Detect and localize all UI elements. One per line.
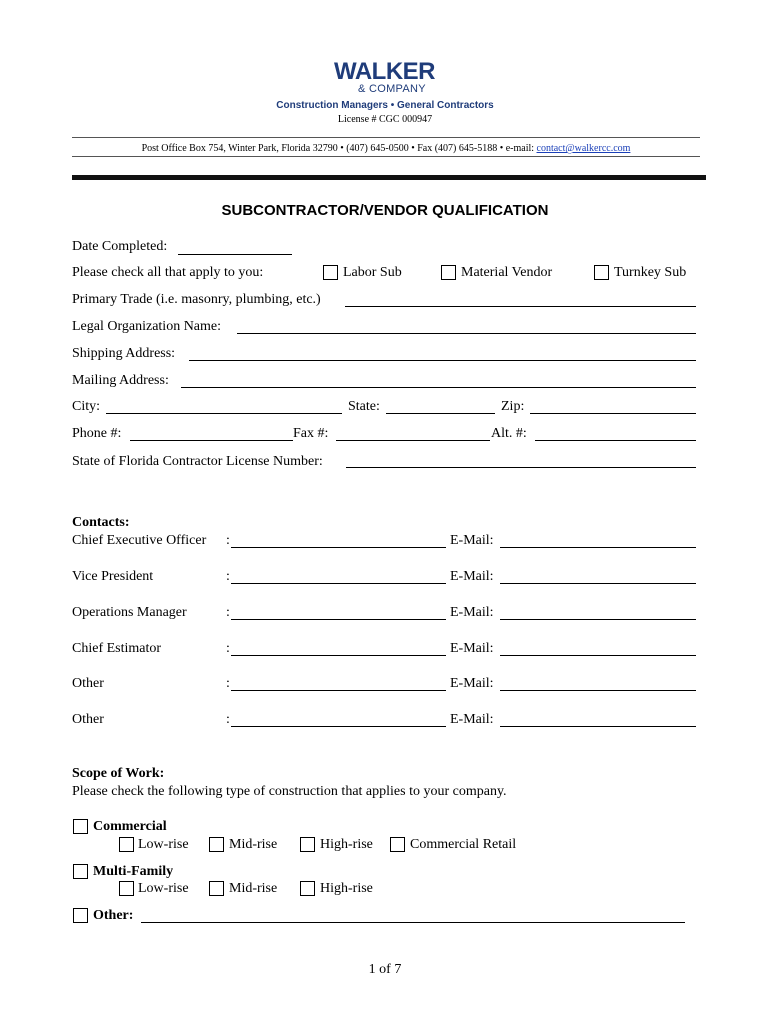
address-text: Post Office Box 754, Winter Park, Florida 32790 • (407) 645-0500 • Fax (407) 645-5188 • e-mail: (141, 143, 537, 154)
email-label: E-Mail: (450, 569, 494, 584)
multifamily-checkbox[interactable] (73, 864, 88, 879)
ceo-name-field[interactable] (231, 547, 446, 548)
email-link[interactable]: contact@walkercc.com (536, 143, 631, 154)
commercial-midrise-label: Mid-rise (229, 837, 278, 852)
page-number: 1 of 7 (368, 962, 402, 977)
shipping-address-field[interactable] (189, 360, 696, 361)
legal-org-field[interactable] (237, 333, 696, 334)
turnkey-sub-label: Turnkey Sub (614, 265, 687, 280)
multifamily-label: Multi-Family (93, 864, 174, 879)
commercial-retail-checkbox[interactable] (390, 837, 405, 852)
other-1-name-field[interactable] (231, 690, 446, 691)
state-label: State: (348, 399, 380, 414)
date-completed-field[interactable] (178, 254, 292, 255)
email-label: E-Mail: (450, 605, 494, 620)
phone-label: Phone #: (72, 426, 122, 441)
contact-role-ceo: Chief Executive Officer (72, 533, 207, 548)
company-logo-company: & COMPANY (358, 83, 426, 95)
commercial-lowrise-checkbox[interactable] (119, 837, 134, 852)
zip-field[interactable] (530, 413, 696, 414)
ops-manager-name-field[interactable] (231, 619, 446, 620)
labor-sub-label: Labor Sub (343, 265, 402, 280)
other-2-email-field[interactable] (500, 726, 696, 727)
email-label: E-Mail: (450, 641, 494, 656)
contact-colon: : (226, 712, 230, 727)
commercial-retail-label: Commercial Retail (410, 837, 517, 852)
contact-colon: : (226, 676, 230, 691)
email-label: E-Mail: (450, 533, 494, 548)
contact-colon: : (226, 641, 230, 656)
contacts-heading: Contacts: (72, 515, 130, 530)
fl-license-field[interactable] (346, 467, 696, 468)
shipping-address-label: Shipping Address: (72, 346, 176, 361)
material-vendor-checkbox[interactable] (441, 265, 456, 280)
city-label: City: (72, 399, 101, 414)
mailing-address-label: Mailing Address: (72, 373, 169, 388)
scope-instruction: Please check the following type of construction that applies to your company. (72, 784, 507, 799)
commercial-highrise-label: High-rise (320, 837, 373, 852)
company-tagline: Construction Managers • General Contractors (276, 100, 494, 111)
multifamily-lowrise-checkbox[interactable] (119, 881, 134, 896)
multifamily-highrise-checkbox[interactable] (300, 881, 315, 896)
contact-role-other-1: Other (72, 676, 104, 691)
commercial-midrise-checkbox[interactable] (209, 837, 224, 852)
multifamily-lowrise-label: Low-rise (138, 881, 189, 896)
fax-field[interactable] (336, 440, 490, 441)
state-field[interactable] (386, 413, 495, 414)
zip-label: Zip: (501, 399, 525, 414)
other-scope-checkbox[interactable] (73, 908, 88, 923)
license-number: License # CGC 000947 (337, 114, 433, 125)
mailing-address-field[interactable] (181, 387, 696, 388)
email-label: E-Mail: (450, 676, 494, 691)
contact-colon: : (226, 605, 230, 620)
ops-manager-email-field[interactable] (500, 619, 696, 620)
vp-email-field[interactable] (500, 583, 696, 584)
header-divider-bottom (72, 156, 700, 157)
fax-label: Fax #: (293, 426, 329, 441)
form-title: SUBCONTRACTOR/VENDOR QUALIFICATION (221, 202, 549, 219)
other-scope-label: Other: (93, 908, 134, 923)
contact-role-other-2: Other (72, 712, 104, 727)
multifamily-midrise-checkbox[interactable] (209, 881, 224, 896)
labor-sub-checkbox[interactable] (323, 265, 338, 280)
other-1-email-field[interactable] (500, 690, 696, 691)
commercial-highrise-checkbox[interactable] (300, 837, 315, 852)
commercial-checkbox[interactable] (73, 819, 88, 834)
primary-trade-field[interactable] (345, 306, 696, 307)
other-scope-field[interactable] (141, 922, 685, 923)
vp-name-field[interactable] (231, 583, 446, 584)
ceo-email-field[interactable] (500, 547, 696, 548)
contact-address-line (72, 143, 700, 154)
company-logo-walker: WALKER (334, 58, 435, 85)
material-vendor-label: Material Vendor (461, 265, 553, 280)
contact-colon: : (226, 569, 230, 584)
multifamily-midrise-label: Mid-rise (229, 881, 278, 896)
date-completed-label: Date Completed: (72, 239, 168, 254)
commercial-label: Commercial (93, 819, 167, 834)
email-label: E-Mail: (450, 712, 494, 727)
phone-field[interactable] (130, 440, 293, 441)
alt-phone-label: Alt. #: (491, 426, 527, 441)
turnkey-sub-checkbox[interactable] (594, 265, 609, 280)
header-thick-rule (72, 175, 706, 180)
chief-estimator-email-field[interactable] (500, 655, 696, 656)
alt-phone-field[interactable] (535, 440, 696, 441)
check-prompt: Please check all that apply to you: (72, 265, 264, 280)
contact-colon: : (226, 533, 230, 548)
legal-org-label: Legal Organization Name: (72, 319, 222, 334)
scope-heading: Scope of Work: (72, 766, 165, 781)
chief-estimator-name-field[interactable] (231, 655, 446, 656)
other-2-name-field[interactable] (231, 726, 446, 727)
header-divider-top (72, 137, 700, 138)
fl-license-label: State of Florida Contractor License Number: (72, 454, 323, 469)
contact-role-chief-estimator: Chief Estimator (72, 641, 162, 656)
multifamily-highrise-label: High-rise (320, 881, 373, 896)
commercial-lowrise-label: Low-rise (138, 837, 189, 852)
city-field[interactable] (106, 413, 342, 414)
contact-role-vp: Vice President (72, 569, 154, 584)
contact-role-ops-manager: Operations Manager (72, 605, 187, 620)
primary-trade-label: Primary Trade (i.e. masonry, plumbing, etc.) (72, 292, 321, 307)
